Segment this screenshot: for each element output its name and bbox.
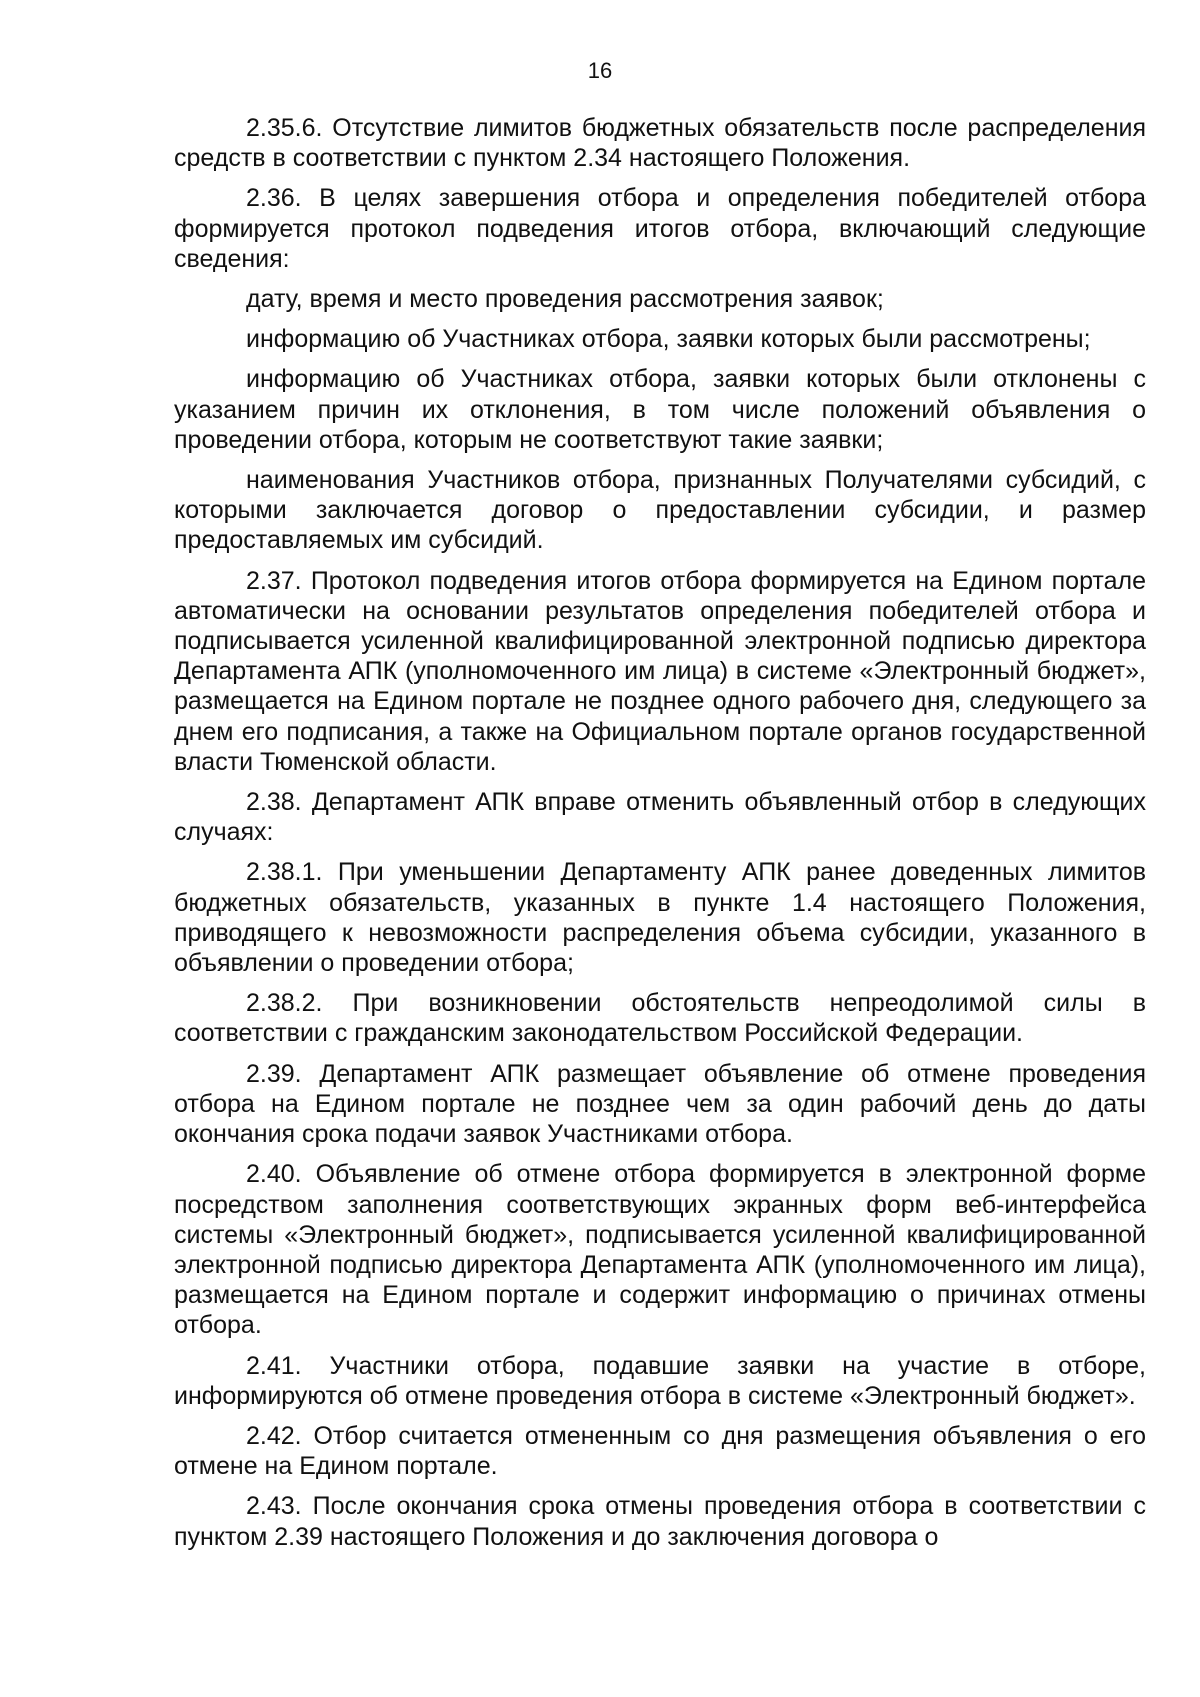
paragraph-2-38-2: 2.38.2. При возникновении обстоятельств непреодолимой силы в соответствии с гражданским законодательством Российской Федерации. bbox=[174, 989, 1146, 1048]
paragraph-2-42: 2.42. Отбор считается отмененным со дня размещения объявления о его отмене на Едином портале. bbox=[174, 1421, 1146, 1481]
paragraph-2-41: 2.41. Участники отбора, подавшие заявки на участие в отборе, информируются об отмене проведения отбора в системе «Электронный бюджет». bbox=[174, 1351, 1146, 1410]
paragraph-2-38: 2.38. Департамент АПК вправе отменить объявленный отбор в следующих случаях: bbox=[174, 788, 1146, 847]
paragraph-2-40: 2.40. Объявление об отмене отбора формируется в электронной форме посредством заполнения соответствующих экранных форм веб-интерфейса системы «Электронный бюджет», подписывается усиленной квалифицированной электронной подписью директора Департамента АПК (уполномоченного им лица), размещается на Едином портале и содержит информацию о причинах отмены отбора. bbox=[174, 1160, 1146, 1340]
paragraph-2-36: 2.36. В целях завершения отбора и определения победителей отбора формируется протокол подведения итогов отбора, включающий следующие сведения: bbox=[174, 184, 1146, 273]
list-item-reviewed-participants: информацию об Участниках отбора, заявки которых были рассмотрены; bbox=[246, 325, 1091, 354]
page-number: 16 bbox=[587, 58, 613, 83]
paragraph-2-38-1: 2.38.1. При уменьшении Департаменту АПК ранее доведенных лимитов бюджетных обязательств, указанных в пункте 1.4 настоящего Положения, приводящего к невозможности распределения объема субсидии, указанного в объявлении о проведении отбора; bbox=[174, 858, 1146, 978]
paragraph-2-39: 2.39. Департамент АПК размещает объявление об отмене проведения отбора на Едином портале не позднее чем за один рабочий день до даты окончания срока подачи заявок Участниками отбора. bbox=[174, 1059, 1146, 1149]
paragraph-2-35-6: 2.35.6. Отсутствие лимитов бюджетных обязательств после распределения средств в соответствии с пунктом 2.34 настоящего Положения. bbox=[174, 114, 1146, 173]
list-item-rejected-participants: информацию об Участниках отбора, заявки которых были отклонены с указанием причин их отклонения, в том числе положений объявления о проведении отбора, которым не соответствуют такие заявки; bbox=[174, 365, 1146, 454]
document-body bbox=[174, 113, 1146, 1562]
paragraph-2-37: 2.37. Протокол подведения итогов отбора формируется на Едином портале автоматически на основании результатов определения победителей отбора и подписывается усиленной квалифицированной электронной подписью директора Департамента АПК (уполномоченного им лица) в системе «Электронный бюджет», размещается на Едином портале не позднее одного рабочего дня, следующего за днем его подписания, а также на Официальном портале органов государственной власти Тюменской области. bbox=[174, 566, 1146, 776]
paragraph-2-43: 2.43. После окончания срока отмены проведения отбора в соответствии с пунктом 2.39 настоящего Положения и до заключения договора о bbox=[174, 1492, 1146, 1551]
list-item-date-time-place: дату, время и место проведения рассмотрения заявок; bbox=[246, 285, 884, 314]
list-item-subsidy-recipients: наименования Участников отбора, признанных Получателями субсидий, с которыми заключается договор о предоставлении субсидии, и размер предоставляемых им субсидий. bbox=[174, 466, 1146, 555]
